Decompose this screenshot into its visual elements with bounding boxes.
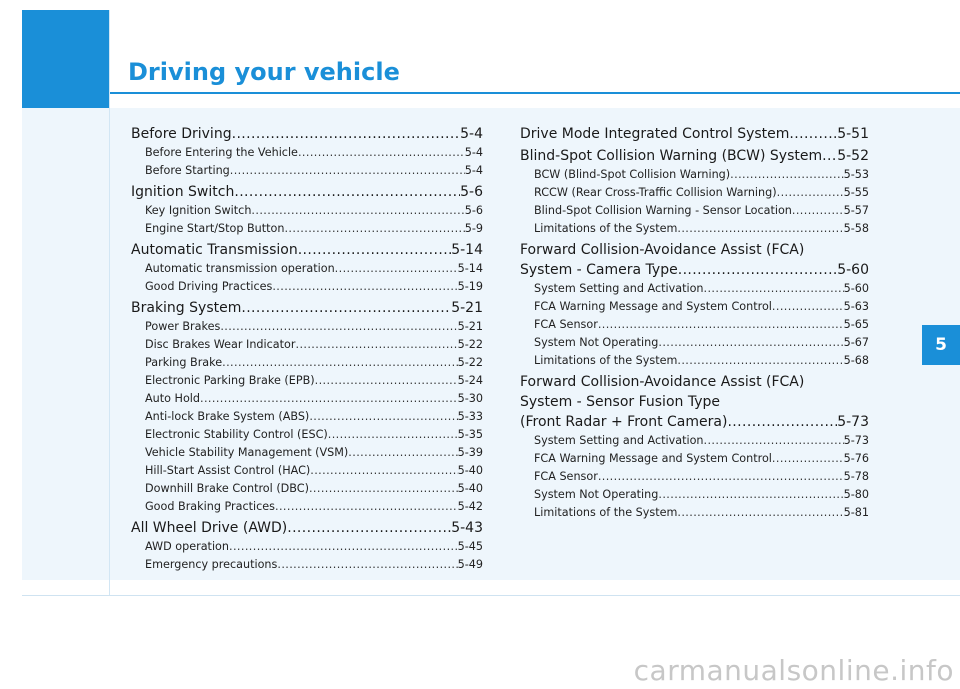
section-heading-line: Forward Collision-Avoidance Assist (FCA) xyxy=(520,242,805,258)
section-heading-page: 5-4 xyxy=(460,126,483,142)
section-heading[interactable] xyxy=(131,240,483,260)
section-heading[interactable] xyxy=(520,146,869,166)
dot-leader xyxy=(328,426,458,444)
section-heading-page: 5-21 xyxy=(451,300,483,316)
dot-leader xyxy=(704,280,844,298)
dot-leader xyxy=(658,334,843,352)
toc-item-label: FCA Warning Message and System Control xyxy=(534,452,772,465)
chapter-tab[interactable]: 5 xyxy=(922,325,960,365)
dot-leader xyxy=(222,354,457,372)
title-rule xyxy=(110,92,960,94)
toc-item-label: System Setting and Activation xyxy=(534,282,704,295)
toc-item-label: FCA Warning Message and System Control xyxy=(534,300,772,313)
toc-item[interactable] xyxy=(131,372,483,390)
dot-leader xyxy=(232,124,461,144)
toc-item-page: 5-57 xyxy=(843,204,869,217)
dot-leader xyxy=(229,538,458,556)
toc-item-label: Good Braking Practices xyxy=(145,500,275,513)
dot-leader xyxy=(727,412,837,432)
toc-item-page: 5-78 xyxy=(843,470,869,483)
toc-item[interactable] xyxy=(520,202,869,220)
toc-section xyxy=(520,146,869,238)
toc-item[interactable] xyxy=(520,280,869,298)
toc-section xyxy=(131,240,483,296)
toc-item-page: 5-33 xyxy=(457,410,483,423)
toc-item-label: Good Driving Practices xyxy=(145,280,273,293)
toc-item-label: Parking Brake xyxy=(145,356,223,369)
dot-leader xyxy=(789,124,837,144)
toc-section xyxy=(520,240,869,370)
section-heading[interactable] xyxy=(520,412,869,432)
toc-item-page: 5-22 xyxy=(457,356,483,369)
toc-item[interactable] xyxy=(131,220,483,238)
toc-item-page: 5-42 xyxy=(457,500,483,513)
section-heading-label: (Front Radar + Front Camera) xyxy=(520,414,728,430)
section-heading-page: 5-43 xyxy=(451,520,483,536)
toc-item[interactable] xyxy=(520,432,869,450)
section-heading-label: Braking System xyxy=(131,300,242,316)
toc-item-page: 5-53 xyxy=(843,168,869,181)
toc-item-label: Engine Start/Stop Button xyxy=(145,222,285,235)
toc-item-page: 5-9 xyxy=(464,222,483,235)
toc-item-page: 5-81 xyxy=(843,506,869,519)
chapter-title: Driving your vehicle xyxy=(128,58,400,86)
section-heading-label: Ignition Switch xyxy=(131,184,235,200)
section-heading-page: 5-51 xyxy=(837,126,869,142)
toc-item-page: 5-19 xyxy=(457,280,483,293)
toc-item[interactable] xyxy=(520,298,869,316)
toc-item-label: Before Starting xyxy=(145,164,230,177)
dot-leader xyxy=(220,318,457,336)
toc-item[interactable] xyxy=(131,426,483,444)
section-heading-page: 5-14 xyxy=(451,242,483,258)
section-heading[interactable] xyxy=(520,124,869,144)
toc-item-page: 5-22 xyxy=(457,338,483,351)
toc-item-label: Anti-lock Brake System (ABS) xyxy=(145,410,310,423)
dot-leader xyxy=(200,390,458,408)
toc-item[interactable] xyxy=(520,450,869,468)
toc-item-label: Electronic Stability Control (ESC) xyxy=(145,428,328,441)
dot-leader xyxy=(822,146,837,166)
toc-item-label: Vehicle Stability Management (VSM) xyxy=(145,446,349,459)
toc-section xyxy=(131,182,483,238)
dot-leader xyxy=(730,166,843,184)
toc-item-label: Emergency precautions xyxy=(145,558,278,571)
dot-leader xyxy=(677,504,843,522)
toc-item[interactable] xyxy=(131,144,483,162)
toc-item[interactable] xyxy=(131,462,483,480)
dot-leader xyxy=(295,336,457,354)
section-heading[interactable] xyxy=(131,518,483,538)
toc-item[interactable] xyxy=(131,556,483,574)
toc-item-label: Blind-Spot Collision Warning - Sensor Location xyxy=(534,204,792,217)
dot-leader xyxy=(287,518,451,538)
toc-item-page: 5-39 xyxy=(457,446,483,459)
section-heading[interactable] xyxy=(520,260,869,280)
toc-item[interactable] xyxy=(520,184,869,202)
toc-item[interactable] xyxy=(520,220,869,238)
toc-item-label: Disc Brakes Wear Indicator xyxy=(145,338,296,351)
toc-item-page: 5-58 xyxy=(843,222,869,235)
toc-item-label: Downhill Brake Control (DBC) xyxy=(145,482,309,495)
toc-item[interactable] xyxy=(131,354,483,372)
toc-item-label: System Not Operating xyxy=(534,488,659,501)
toc-item[interactable] xyxy=(520,504,869,522)
toc-item-page: 5-49 xyxy=(457,558,483,571)
toc-item-page: 5-55 xyxy=(843,186,869,199)
toc-item-label: Limitations of the System xyxy=(534,506,678,519)
toc-item-label: Limitations of the System xyxy=(534,354,678,367)
toc-item-page: 5-24 xyxy=(457,374,483,387)
toc-item-label: Auto Hold xyxy=(145,392,200,405)
section-heading-page: 5-52 xyxy=(837,148,869,164)
toc-item[interactable] xyxy=(131,318,483,336)
toc-item[interactable] xyxy=(131,336,483,354)
margin-line xyxy=(109,10,110,596)
dot-leader xyxy=(315,372,458,390)
toc-item-label: FCA Sensor xyxy=(534,318,598,331)
dot-leader xyxy=(772,450,844,468)
toc-item-page: 5-35 xyxy=(457,428,483,441)
dot-leader xyxy=(230,162,465,180)
toc-item-page: 5-67 xyxy=(843,336,869,349)
dot-leader xyxy=(298,144,465,162)
toc-item[interactable] xyxy=(520,334,869,352)
toc-item[interactable] xyxy=(520,352,869,370)
section-heading-line: Forward Collision-Avoidance Assist (FCA) xyxy=(520,374,805,390)
toc-item[interactable] xyxy=(131,260,483,278)
toc-item-page: 5-63 xyxy=(843,300,869,313)
section-heading-label: Drive Mode Integrated Control System xyxy=(520,126,790,142)
toc-item-page: 5-14 xyxy=(457,262,483,275)
watermark: carmanualsonline.info xyxy=(633,654,954,687)
toc-section xyxy=(131,518,483,574)
dot-leader xyxy=(772,298,844,316)
dot-leader xyxy=(234,182,460,202)
toc-item-label: BCW (Blind-Spot Collision Warning) xyxy=(534,168,731,181)
toc-item-label: RCCW (Rear Cross-Traffic Collision Warning) xyxy=(534,186,777,199)
section-heading-label: All Wheel Drive (AWD) xyxy=(131,520,288,536)
dot-leader xyxy=(598,468,844,486)
toc-item-page: 5-40 xyxy=(457,482,483,495)
toc-item[interactable] xyxy=(131,480,483,498)
dot-leader xyxy=(277,556,457,574)
toc-item-label: System Setting and Activation xyxy=(534,434,704,447)
toc-item-page: 5-73 xyxy=(843,434,869,447)
toc-item-page: 5-60 xyxy=(843,282,869,295)
section-heading[interactable] xyxy=(131,182,483,202)
section-heading-page: 5-6 xyxy=(460,184,483,200)
toc-left-column xyxy=(131,124,483,574)
toc-item-label: FCA Sensor xyxy=(534,470,598,483)
dot-leader xyxy=(272,278,457,296)
toc-item-page: 5-4 xyxy=(464,164,483,177)
toc-item-page: 5-21 xyxy=(457,320,483,333)
toc-item-label: Key Ignition Switch xyxy=(145,204,252,217)
dot-leader xyxy=(335,260,458,278)
chapter-color-block xyxy=(22,10,110,108)
toc-item-page: 5-30 xyxy=(457,392,483,405)
dot-leader xyxy=(275,498,458,516)
bottom-rule xyxy=(22,595,960,596)
section-heading-label: Before Driving xyxy=(131,126,232,142)
toc-item-page: 5-65 xyxy=(843,318,869,331)
toc-section xyxy=(520,124,869,144)
toc-item[interactable] xyxy=(131,444,483,462)
toc-section xyxy=(131,298,483,516)
section-heading[interactable] xyxy=(131,124,483,144)
dot-leader xyxy=(298,240,452,260)
toc-item-label: Limitations of the System xyxy=(534,222,678,235)
toc-item[interactable] xyxy=(520,468,869,486)
dot-leader xyxy=(309,408,457,426)
section-heading-label: System - Camera Type xyxy=(520,262,678,278)
dot-leader xyxy=(284,220,464,238)
dot-leader xyxy=(677,352,843,370)
section-heading[interactable] xyxy=(131,298,483,318)
toc-item-page: 5-6 xyxy=(464,204,483,217)
toc-item-label: Hill-Start Assist Control (HAC) xyxy=(145,464,311,477)
toc-item[interactable] xyxy=(520,486,869,504)
toc-item[interactable] xyxy=(131,202,483,220)
toc-right-column xyxy=(520,124,869,522)
toc-item[interactable] xyxy=(131,162,483,180)
dot-leader xyxy=(658,486,843,504)
dot-leader xyxy=(348,444,457,462)
dot-leader xyxy=(241,298,451,318)
toc-item-page: 5-68 xyxy=(843,354,869,367)
toc-item[interactable] xyxy=(131,408,483,426)
dot-leader xyxy=(598,316,844,334)
toc-item[interactable] xyxy=(520,166,869,184)
dot-leader xyxy=(777,184,844,202)
dot-leader xyxy=(677,220,843,238)
toc-item-label: AWD operation xyxy=(145,540,229,553)
toc-item[interactable] xyxy=(131,390,483,408)
section-heading-line: System - Sensor Fusion Type xyxy=(520,394,720,410)
toc-section xyxy=(520,372,869,522)
dot-leader xyxy=(309,480,458,498)
dot-leader xyxy=(310,462,457,480)
dot-leader xyxy=(251,202,464,220)
toc-item-label: Electronic Parking Brake (EPB) xyxy=(145,374,315,387)
toc-item-label: Automatic transmission operation xyxy=(145,262,335,275)
toc-item-label: System Not Operating xyxy=(534,336,659,349)
section-heading-label: Blind-Spot Collision Warning (BCW) System xyxy=(520,148,823,164)
dot-leader xyxy=(704,432,844,450)
dot-leader xyxy=(792,202,844,220)
toc-item-page: 5-40 xyxy=(457,464,483,477)
toc-item-page: 5-45 xyxy=(457,540,483,553)
toc-item[interactable] xyxy=(131,498,483,516)
section-heading-page: 5-73 xyxy=(837,414,869,430)
toc-item-page: 5-80 xyxy=(843,488,869,501)
toc-item[interactable] xyxy=(520,316,869,334)
toc-item-page: 5-4 xyxy=(464,146,483,159)
toc-item[interactable] xyxy=(131,538,483,556)
section-heading-page: 5-60 xyxy=(837,262,869,278)
dot-leader xyxy=(678,260,838,280)
toc-item-label: Power Brakes xyxy=(145,320,221,333)
toc-item[interactable] xyxy=(131,278,483,296)
toc-section xyxy=(131,124,483,180)
toc-item-page: 5-76 xyxy=(843,452,869,465)
toc-item-label: Before Entering the Vehicle xyxy=(145,146,298,159)
section-heading-label: Automatic Transmission xyxy=(131,242,298,258)
